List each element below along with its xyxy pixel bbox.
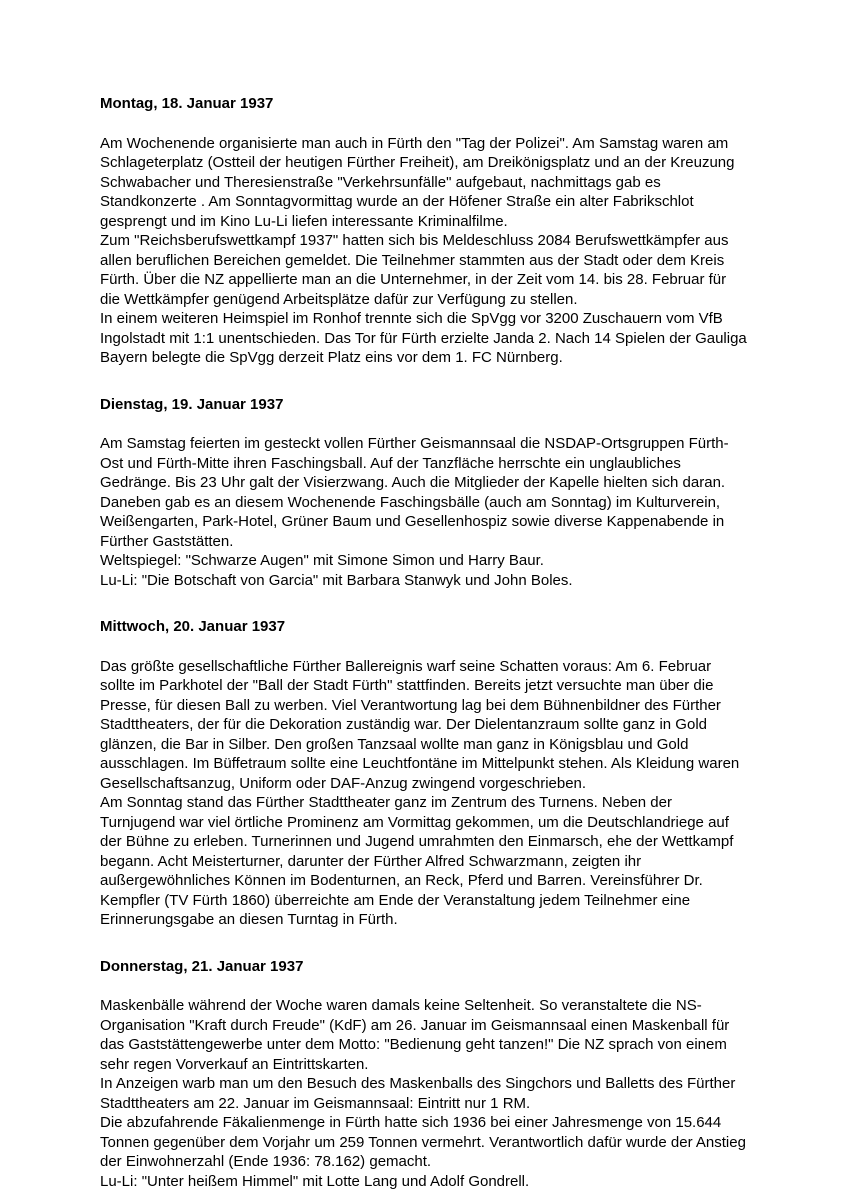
paragraph: Maskenbälle während der Woche waren damals keine Seltenheit. So veranstaltete die NS-Organisation "Kraft durch Freude" (KdF) am 26. Januar im Geismannsaal einen Maskenball für das Gaststättengewerbe unter dem Motto: "Bedienung geht tanzen!" Die NZ sprach von einem sehr regen Vorverkauf an Eintrittskarten.	[100, 997, 730, 1073]
paragraph: Am Wochenende organisierte man auch in Fürth den "Tag der Polizei". Am Samstag waren am Schlageterplatz (Ostteil der heutigen Fürther Freiheit), am Dreikönigsplatz und an der Kreuzung Schwabacher und Theresienstraße "Verkehrsunfälle" aufgebaut, nachmittags gab es Standkonzerte . Am Sonntagvormittag wurde an der Höfener Straße ein alter Fabrikschlot gesprengt und im Kino Lu-Li liefen interessante Kriminalfilme.	[100, 134, 735, 230]
section-donnerstag	[100, 957, 748, 1192]
paragraph: In Anzeigen warb man um den Besuch des Maskenballs des Singchors und Balletts des Fürther Stadttheaters am 22. Januar im Geismannsaal: Eintritt nur 1 RM.	[100, 1075, 736, 1112]
paragraph: Weltspiegel: "Schwarze Augen" mit Simone Simon und Harry Baur.	[100, 552, 544, 569]
paragraph: Lu-Li: "Die Botschaft von Garcia" mit Barbara Stanwyk und John Boles.	[100, 571, 573, 589]
paragraph: Am Sonntag stand das Fürther Stadttheater ganz im Zentrum des Turnens. Neben der Turnjugend war viel örtliche Prominenz am Vormittag gekommen, um die Deutschlandriege auf der Bühne zu erleben. Turnerinnen und Jugend umrahmten den Einmarsch, ehe der Wettkampf begann. Acht Meisterturner, darunter der Fürther Alfred Schwarzmann, zeigten ihr außergewöhnliches Können im Bodenturnen, an Reck, Pferd und Barren. Vereinsführer Dr. Kempfler (TV Fürth 1860) überreichte am Ende der Veranstaltung jedem Teilnehmer eine Erinnerungsgabe an diesen Turntag in Fürth.	[100, 794, 734, 928]
paragraph: Lu-Li: "Unter heißem Himmel" mit Lotte Lang und Adolf Gondrell.	[100, 1172, 530, 1190]
section-dienstag	[100, 395, 748, 591]
section-heading: Donnerstag, 21. Januar 1937	[100, 957, 304, 975]
paragraph: Die abzufahrende Fäkalienmenge in Fürth hatte sich 1936 bei einer Jahresmenge von 15.644 Tonnen gegenüber dem Vorjahr um 259 Tonnen vermehrt. Verantwortlich dafür wurde der Anstieg der Einwohnerzahl (Ende 1936: 78.162) gemacht.	[100, 1114, 746, 1170]
section-montag	[100, 94, 748, 368]
section-heading: Dienstag, 19. Januar 1937	[100, 395, 284, 413]
paragraph: Am Samstag feierten im gesteckt vollen Fürther Geismannsaal die NSDAP-Ortsgruppen Fürth-Ost und Fürth-Mitte ihren Faschingsball. Auf der Tanzfläche herrschte ein unglaubliches Gedränge. Bis 23 Uhr galt der Visierzwang. Auch die Mitglieder der Kapelle hielten sich daran. Daneben gab es an diesem Wochenende Faschingsbälle (auch am Sonntag) im Kulturverein, Weißengarten, Park-Hotel, Grüner Baum und Gesellenhospiz sowie diverse Kappenabende in Fürther Gaststätten.	[100, 435, 729, 550]
paragraph: In einem weiteren Heimspiel im Ronhof trennte sich die SpVgg vor 3200 Zuschauern vom VfB Ingolstadt mit 1:1 unentschieden. Das Tor für Fürth erzielte Janda 2. Nach 14 Spielen der Gauliga Bayern belegte die SpVgg derzeit Platz eins vor dem 1. FC Nürnberg.	[100, 310, 747, 366]
paragraph: Zum "Reichsberufswettkampf 1937" hatten sich bis Meldeschluss 2084 Berufswettkämpfer aus allen beruflichen Bereichen gemeldet. Die Teilnehmer stammten aus der Stadt oder dem Kreis Fürth. Über die NZ appellierte man an die Unternehmer, in der Zeit vom 14. bis 28. Februar für die Wettkämpfer genügend Arbeitsplätze dafür zur Verfügung zu stellen.	[100, 232, 729, 308]
paragraph: Das größte gesellschaftliche Fürther Ballereignis warf seine Schatten voraus: Am 6. Februar sollte im Parkhotel der "Ball der Stadt Fürth" stattfinden. Bereits jetzt versuchte man über die Presse, für diesen Ball zu werben. Viel Verantwortung lag bei dem Bühnenbildner des Fürther Stadttheaters, der für die Dekoration zuständig war. Der Dielentanzraum sollte ganz in Gold glänzen, die Bar in Silber. Den großen Tanzsaal wollte man ganz in Königsblau und Gold ausschlagen. Im Büffetraum sollte eine Leuchtfontäne im Mittelpunkt stehen. Als Kleidung waren Gesellschaftsanzug, Uniform oder DAF-Anzug zwingend vorgeschrieben.	[100, 657, 740, 792]
section-heading: Montag, 18. Januar 1937	[100, 95, 274, 112]
section-mittwoch	[100, 617, 748, 930]
section-heading: Mittwoch, 20. Januar 1937	[100, 618, 286, 635]
document-content	[100, 94, 748, 1191]
